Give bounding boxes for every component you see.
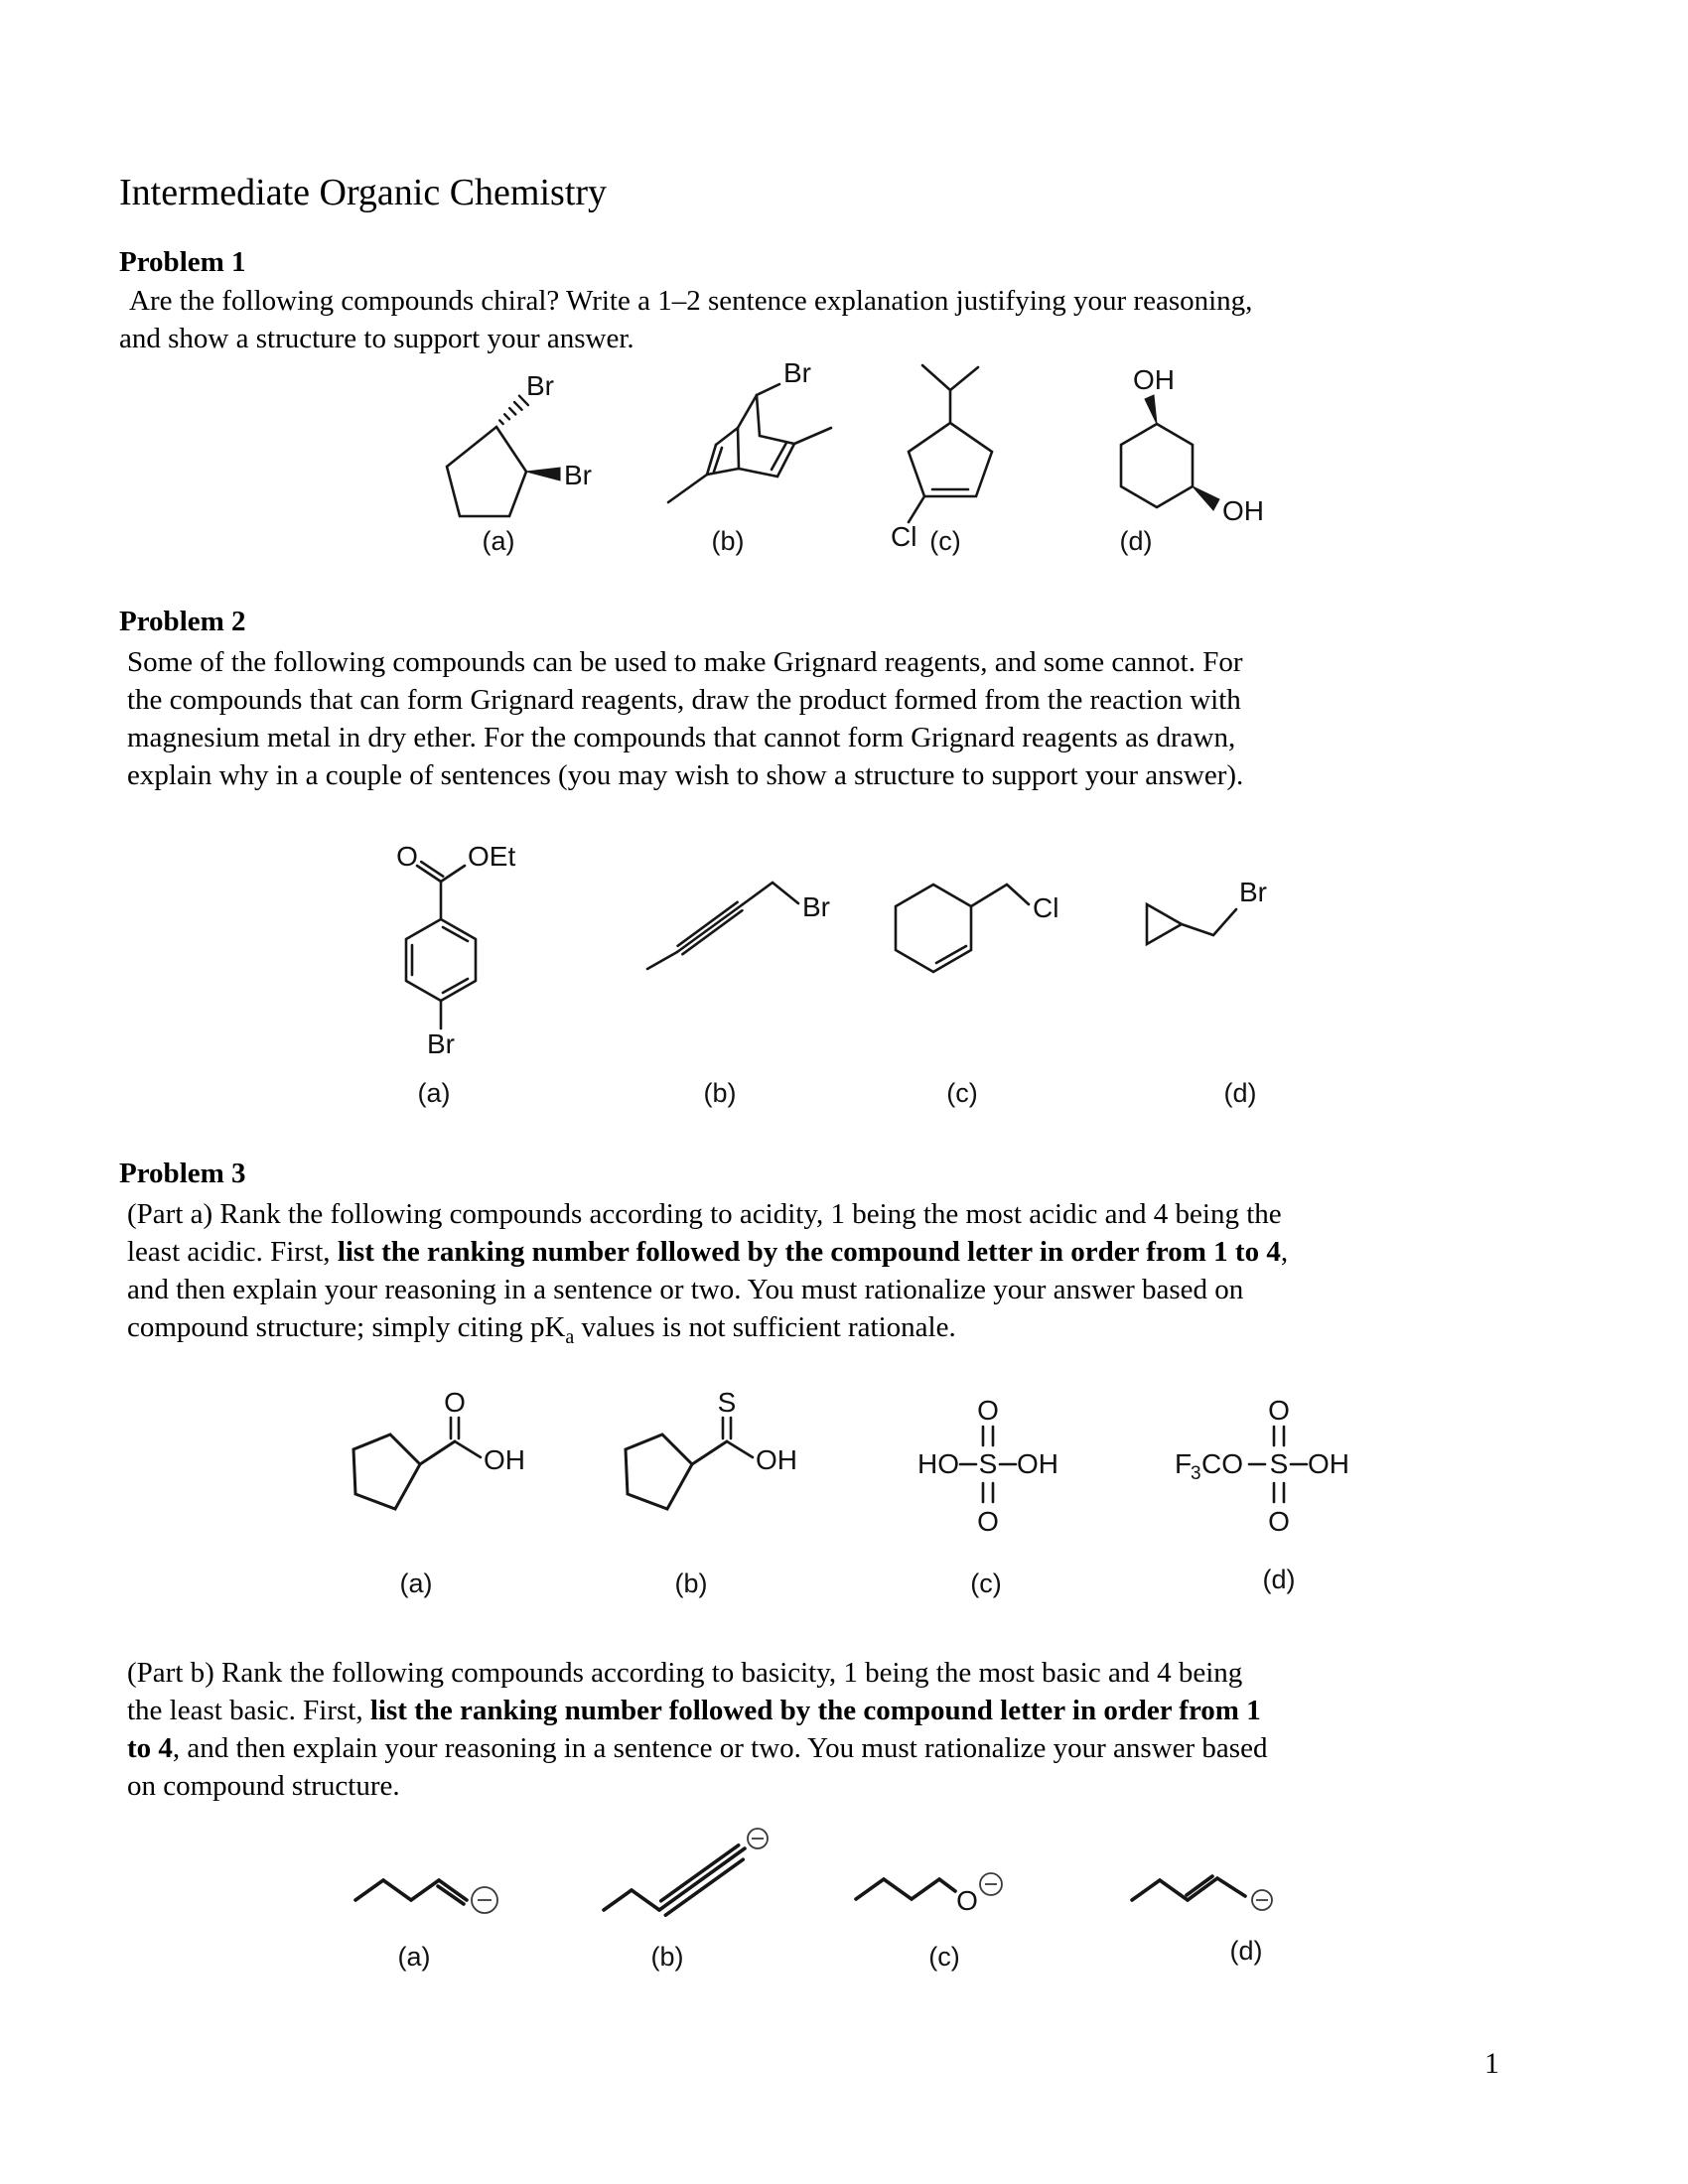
problem3-parta-text (127, 1195, 1288, 1356)
p3b-line3: to 4, and then explain your reasoning in a sentence or two. You must rationalize your answer based (127, 1732, 1268, 1764)
atom-label-br: Br (526, 370, 554, 401)
problem2-heading: Problem 2 (119, 606, 246, 637)
atom-label-o: O (1268, 1395, 1290, 1426)
cl-bond (909, 496, 924, 522)
ester-o-bond (441, 866, 465, 882)
problem2-line4: explain why in a couple of sentences (you may wish to show a structure to support your answer). (127, 759, 1244, 791)
atom-label-ho: HO (917, 1448, 959, 1479)
p2-label-b: (b) (703, 1078, 737, 1108)
atom-label-s: S (1269, 1448, 1289, 1479)
s-o-double-bond-bottom (983, 1483, 993, 1502)
p3a-line2: least acidic. First, list the ranking number followed by the compound letter in order from 1 to 4, (127, 1236, 1289, 1268)
structure-p3ba-alkenyl-carbanion (346, 1839, 534, 1923)
cyclohexene-ring (896, 885, 971, 972)
p1-label-b: (b) (711, 526, 745, 556)
structure-p3ad-trifluoromethoxy-sulfonic-acid (1160, 1388, 1398, 1542)
p3a-label-a: (a) (399, 1569, 433, 1598)
problem3-heading: Problem 3 (119, 1158, 246, 1189)
cyclopentene-ring (909, 423, 992, 496)
thiocarbonyl-double-bond (723, 1418, 731, 1438)
hashed-wedge-bond (499, 396, 528, 424)
problem2-line2: the compounds that can form Grignard reagents, draw the product formed from the reaction with (127, 684, 1241, 716)
problem1-line2: and show a structure to support your answer. (119, 323, 634, 354)
problem2-line3: magnesium metal in dry ether. For the compounds that cannot form Grignard reagents as drawn, (127, 722, 1236, 753)
atom-label-co: CO (1201, 1448, 1243, 1479)
ch2-bond (1182, 924, 1213, 935)
atom-label-o: O (396, 841, 418, 872)
structure-p2c-chloromethylcyclohexene (872, 850, 1060, 999)
atom-label-subscript3: 3 (1191, 1463, 1201, 1484)
p2-label-a: (a) (417, 1078, 451, 1108)
atom-label-o: O (444, 1387, 466, 1418)
p3a-line4: compound structure; simply citing $pK_a$ values is not sufficient rationale. (127, 1311, 956, 1348)
structure-p3aa-cyclopentanecarboxylic-acid (336, 1387, 534, 1539)
ring-thiocarbonyl-bond (692, 1441, 727, 1464)
structure-p2d-bromomethylcyclopropane (1132, 870, 1316, 979)
atom-label-oh: OH (1017, 1448, 1058, 1479)
br-bond (1213, 909, 1236, 935)
atom-label-br: Br (564, 460, 592, 490)
cyclopentane-ring (353, 1434, 420, 1509)
triple-bond (677, 902, 743, 954)
ring-carbonyl-bond (420, 1441, 455, 1464)
triple-bond (659, 1845, 745, 1915)
p3b-label-d: (d) (1229, 1936, 1263, 1966)
problem2-text (127, 643, 1243, 794)
solid-wedge-bond (526, 468, 560, 480)
cl-bond (1007, 885, 1029, 904)
atom-label-o: O (977, 1395, 999, 1426)
isopropyl-group (922, 365, 978, 423)
structure-p3ac-sulfuric-acid (894, 1388, 1092, 1542)
carbon-chain (1132, 1878, 1245, 1900)
atom-label-o: O (1268, 1506, 1290, 1537)
carbon-chain (856, 1879, 955, 1899)
problem3-partb-text (127, 1654, 1267, 1805)
charge-minus-icon (472, 1887, 497, 1913)
ch2-bond (743, 883, 773, 904)
structure-p3bb-alkynyl-carbanion (594, 1823, 792, 1932)
ch2-bond (971, 885, 1007, 906)
atom-label-s: S (717, 1387, 737, 1418)
p3b-label-b: (b) (650, 1942, 684, 1972)
p1-label-d: (d) (1119, 526, 1153, 556)
p3a-label-b: (b) (674, 1569, 708, 1598)
p3b-line1: (Part b) Rank the following compounds according to basicity, 1 being the most basic and 4 being (127, 1657, 1243, 1689)
carbon-chain (604, 1890, 659, 1910)
bicyclic-skeleton (668, 384, 831, 502)
p3a-line1: (Part a) Rank the following compounds according to acidity, 1 being the most acidic and 4 being the (127, 1198, 1282, 1230)
carbonyl-double-bond (417, 862, 443, 882)
cyclopentane-ring (626, 1434, 692, 1509)
p3a-line3: and then explain your reasoning in a sentence or two. You must rationalize your answer based on (127, 1274, 1244, 1305)
atom-label-oet: OEt (468, 841, 516, 872)
carbon-chain (355, 1880, 467, 1900)
page-title: Intermediate Organic Chemistry (119, 172, 608, 213)
atom-label-oh: OH (1133, 364, 1175, 395)
cyclopropane-ring (1147, 904, 1182, 944)
charge-minus-icon (748, 1829, 768, 1848)
atom-label-oh: OH (1222, 495, 1264, 526)
atom-label-br: Br (427, 1028, 455, 1059)
structure-p2a-ethyl-bromobenzoate (369, 840, 518, 1058)
atom-label-s: S (978, 1448, 998, 1479)
oh-bond (727, 1441, 753, 1457)
charge-minus-icon (1252, 1890, 1272, 1910)
structure-p3bd-allylic-carbanion (1122, 1839, 1306, 1923)
charge-minus-icon (980, 1873, 1002, 1895)
carbonyl-double-bond (451, 1418, 459, 1438)
cyclohexane-ring (1121, 424, 1193, 507)
cyclopentane-ring (447, 427, 526, 516)
atom-label-br: Br (1239, 877, 1267, 907)
p3b-line2: the least basic. First, list the ranking number followed by the compound letter in order from 1 (127, 1695, 1261, 1726)
structure-p1a-dibromocyclopentane (412, 367, 591, 551)
s-o-double-bond-top (1274, 1427, 1284, 1445)
p3b-label-a: (a) (397, 1942, 431, 1972)
p2-label-d: (d) (1223, 1078, 1257, 1108)
problem2-line1: Some of the following compounds can be used to make Grignard reagents, and some cannot. For (127, 646, 1243, 678)
problem1-text (119, 282, 1252, 357)
atom-label-oh: OH (1308, 1448, 1349, 1479)
structure-p3bc-butoxide-anion (846, 1835, 1045, 1929)
p2-label-c: (c) (946, 1078, 978, 1108)
p3b-line4: on compound structure. (127, 1770, 400, 1802)
solid-wedge-bond (1145, 395, 1157, 424)
atom-label-br: Br (783, 357, 811, 388)
atom-label-o: O (977, 1506, 999, 1537)
oh-bond (455, 1441, 481, 1457)
p3b-label-c: (c) (928, 1942, 960, 1972)
problem1-line1: Are the following compounds chiral? Write a 1–2 sentence explanation justifying your reasoning, (129, 285, 1253, 317)
br-bond (773, 883, 798, 903)
s-o-double-bond-bottom (1274, 1483, 1284, 1502)
p3a-label-d: (d) (1262, 1565, 1296, 1594)
aromatic-inner-bonds (412, 927, 468, 993)
structure-p1d-cyclohexanediol (1057, 364, 1266, 548)
solid-wedge-bond (1193, 486, 1219, 510)
atom-label-br: Br (802, 891, 830, 922)
p3a-label-c: (c) (970, 1569, 1002, 1598)
page-number: 1 (1484, 2047, 1499, 2080)
s-o-double-bond-top (983, 1427, 993, 1445)
atom-label-cl: Cl (1033, 892, 1059, 923)
benzene-ring (406, 919, 476, 1001)
problem1-heading: Problem 1 (119, 246, 246, 278)
structure-p3ab-cyclopentanecarbothioic-acid (608, 1387, 806, 1539)
methyl-bond (647, 952, 677, 969)
atom-label-oh: OH (756, 1444, 797, 1475)
atom-label-oh: OH (484, 1444, 525, 1475)
structure-p1b-bromonorbornadiene (640, 357, 859, 526)
atom-label-cl: Cl (891, 521, 917, 552)
structure-p2b-bromobutyne (635, 862, 844, 986)
atom-label-o: O (956, 1885, 978, 1916)
p1-label-c: (c) (929, 526, 961, 556)
p1-label-a: (a) (482, 526, 515, 556)
atom-label-f: F (1175, 1448, 1193, 1479)
